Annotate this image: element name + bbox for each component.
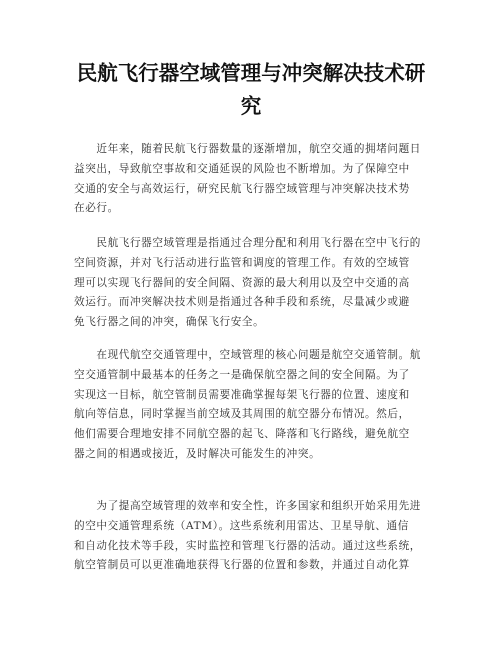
paragraph-line: 他们需要合理地安排不同航空器的起飞、降落和飞行路线，避免航空 bbox=[74, 428, 410, 441]
paragraph-line: 的空中交通管理系统（ATM）。这些系统利用雷达、卫星导航、通信 bbox=[74, 519, 409, 532]
paragraph-4 bbox=[74, 497, 436, 576]
paragraph-3 bbox=[74, 346, 436, 465]
paragraph-line: 空交通管制中最基本的任务之一是确保航空器之间的安全间隔。为了 bbox=[74, 368, 410, 381]
document-title-line-1: 民航飞行器空域管理与冲突解决技术研 bbox=[76, 61, 426, 85]
paragraph-line: 在现代航空交通管理中，空域管理的核心问题是航空交通管制。航 bbox=[74, 349, 422, 361]
paragraph-line: 器之间的相遇或接近，及时解决可能发生的冲突。 bbox=[74, 447, 321, 460]
paragraph-line: 为了提高空域管理的效率和安全性，许多国家和组织开始采用先进 bbox=[74, 500, 422, 512]
paragraph-line: 交通的安全与高效运行，研究民航飞行器空域管理与冲突解决技术势 bbox=[74, 182, 410, 195]
paragraph-line: 效运行。而冲突解决技术则是指通过各种手段和系统，尽量减少或避 bbox=[74, 296, 410, 309]
paragraph-1 bbox=[74, 140, 436, 219]
paragraph-line: 航向等信息，同时掌握当前空域及其周围的航空器分布情况。然后， bbox=[74, 408, 410, 421]
paragraph-line: 航空管制员可以更准确地获得飞行器的位置和参数，并通过自动化算 bbox=[74, 559, 410, 572]
paragraph-line: 实现这一目标，航空管制员需要准确掌握每架飞行器的位置、速度和 bbox=[74, 388, 410, 401]
paragraph-line: 近年来，随着民航飞行器数量的逐渐增加，航空交通的拥堵问题日 bbox=[74, 143, 422, 155]
paragraph-2 bbox=[74, 234, 436, 333]
paragraph-line: 在必行。 bbox=[74, 202, 119, 215]
paragraph-line: 和自动化技术等手段，实时监控和管理飞行器的活动。通过这些系统， bbox=[74, 539, 422, 552]
paragraph-line: 理可以实现飞行器间的安全间隔、资源的最大利用以及空中交通的高 bbox=[74, 276, 410, 289]
document-title-line-2: 究 bbox=[240, 94, 262, 118]
paragraph-line: 益突出，导致航空事故和交通延误的风险也不断增加。为了保障空中 bbox=[74, 162, 410, 175]
paragraph-line: 免飞行器之间的冲突，确保飞行安全。 bbox=[74, 316, 265, 329]
paragraph-line: 空间资源，并对飞行活动进行监管和调度的管理工作。有效的空域管 bbox=[74, 256, 410, 269]
paragraph-line: 民航飞行器空域管理是指通过合理分配和利用飞行器在空中飞行的 bbox=[74, 237, 422, 249]
